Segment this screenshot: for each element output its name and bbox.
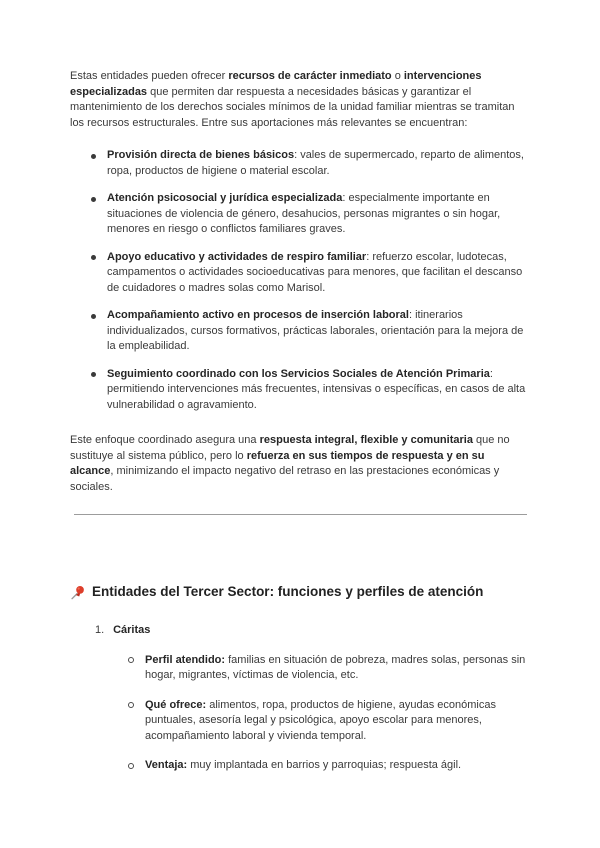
text-run: , minimizando el impacto negativo del retraso en las prestaciones económicas y sociales. xyxy=(70,465,500,493)
text-run: Qué ofrece: xyxy=(145,698,207,711)
intro-paragraph xyxy=(70,69,530,131)
list-item-text xyxy=(107,251,522,294)
text-run: familias en situación de pobreza, madres solas, personas sin hogar, migrantes, víctimas de violencia, etc. xyxy=(145,653,526,681)
text-run: que permiten dar respuesta a necesidades básicas y garantizar el mantenimiento de los derechos sociales mínimos de la unidad familiar mientras se tramitan los recursos estructurales. Entre sus aportaciones más relevantes se encuentran: xyxy=(70,85,515,129)
list-item-text xyxy=(145,759,461,771)
text-run: refuerza en sus tiempos de respuesta y en su alcance xyxy=(70,449,485,477)
text-run: intervenciones especializadas xyxy=(70,70,482,98)
list-item xyxy=(70,250,530,297)
circle-bullet-icon xyxy=(128,657,134,663)
section-heading xyxy=(70,583,530,601)
text-run: : especialmente importante en situaciones de violencia de género, desahucios, personas migrantes o sin hogar, menores en riesgo o conflictos familiares graves. xyxy=(107,192,501,235)
circle-bullet-icon xyxy=(128,763,134,769)
bullet-icon xyxy=(91,314,96,319)
section-heading-text: Entidades del Tercer Sector: funciones y perfiles de atención xyxy=(92,584,484,599)
list-item xyxy=(70,191,530,238)
text-run: Ventaja: xyxy=(145,759,188,771)
list-item xyxy=(70,653,530,684)
text-run: o xyxy=(391,70,404,82)
bullet-icon xyxy=(91,154,96,159)
list-item xyxy=(70,148,530,179)
numbered-item-caritas xyxy=(70,623,530,639)
circle-bullet-icon xyxy=(128,702,134,708)
bullet-icon xyxy=(91,372,96,377)
text-run: : itinerarios individualizados, cursos formativos, prácticas laborales, orientación para la mejora de la empleabilidad. xyxy=(107,309,524,352)
text-run: muy implantada en barrios y parroquias; respuesta ágil. xyxy=(187,759,462,771)
list-item xyxy=(70,758,530,774)
list-item-text xyxy=(145,699,496,742)
list-item-text xyxy=(107,192,500,235)
bullet-icon xyxy=(91,197,96,202)
horizontal-divider xyxy=(74,514,527,515)
text-run: recursos de carácter inmediato xyxy=(228,70,392,82)
text-run: respuesta integral, flexible y comunitaria xyxy=(259,434,473,446)
contributions-list xyxy=(70,148,530,413)
text-run: Provisión directa de bienes básicos xyxy=(107,149,295,161)
text-run: Estas entidades pueden ofrecer xyxy=(70,70,229,82)
list-number: 1. xyxy=(95,624,105,636)
text-run: Perfil atendido: xyxy=(145,653,226,666)
text-run: Apoyo educativo y actividades de respiro familiar xyxy=(107,250,367,263)
list-item-text xyxy=(145,654,525,682)
bullet-icon xyxy=(91,255,96,260)
text-run: Este enfoque coordinado asegura una xyxy=(70,434,260,446)
text-run: : refuerzo escolar, ludotecas, campamentos o actividades socioeducativas para menores, que facilitan el descanso de cuidadores o madres solas como Marisol. xyxy=(107,250,523,294)
text-run: : permitiendo intervenciones más frecuentes, intensivas o específicas, en casos de alta vulnerabilidad o agravamiento. xyxy=(107,367,526,411)
list-item xyxy=(70,698,530,745)
pushpin-icon xyxy=(70,585,85,600)
text-run: Acompañamiento activo en procesos de inserción laboral xyxy=(107,309,409,321)
list-item-text xyxy=(107,368,525,411)
list-item xyxy=(70,308,530,355)
text-run: : vales de supermercado, reparto de alimentos, ropa, productos de higiene o material escolar. xyxy=(107,149,524,177)
list-item-text xyxy=(107,149,524,177)
text-run: que no sustituye al sistema público, pero lo xyxy=(70,434,510,462)
caritas-details-list xyxy=(70,653,530,774)
list-item-text xyxy=(107,309,523,352)
closing-paragraph xyxy=(70,433,530,495)
text-run: Seguimiento coordinado con los Servicios Sociales de Atención Primaria xyxy=(107,367,490,380)
list-item xyxy=(70,367,530,414)
text-run: alimentos, ropa, productos de higiene, ayudas económicas puntuales, asesoría legal y psicológica, apoyo escolar para menores, acompañamiento laboral y vivienda temporal. xyxy=(145,698,496,742)
entity-name: Cáritas xyxy=(113,624,151,636)
text-run: Atención psicosocial y jurídica especializada xyxy=(107,192,343,204)
